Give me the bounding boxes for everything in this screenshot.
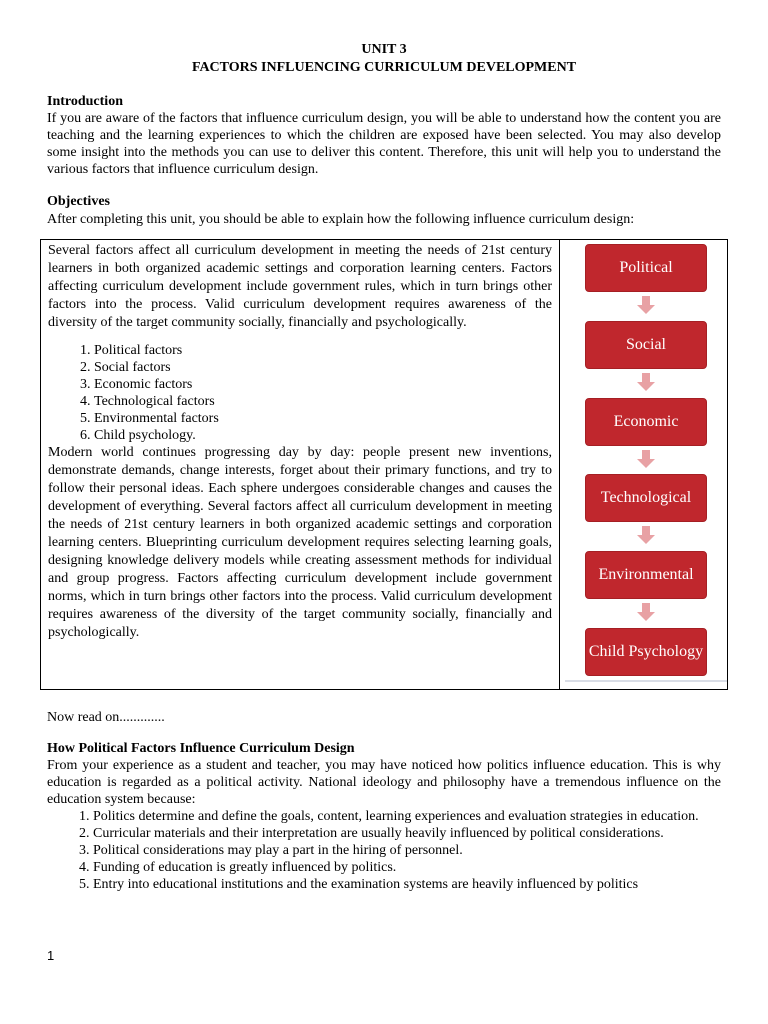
objectives-text: After completing this unit, you should be able to explain how the following influence curriculum design: [47,212,635,227]
factors-list-item: 3. Economic factors [94,376,552,393]
factors-box [40,239,728,690]
flowchart-step-economic: Economic [585,398,707,446]
introduction-text: If you are aware of the factors that influence curriculum design, you will be able to understand how the content you are teaching and the learning experiences to which the children are exposed have been selected. You may also develop some insight into the methods you can use to deliver this content. Therefore, this unit will help you to understand the various factors that influence curriculum design. [47,111,721,177]
flowchart-step-social: Social [585,321,707,369]
flowchart-step-technological: Technological [585,474,707,522]
flowchart-step-child-psychology: Child Psychology [585,628,707,676]
factors-flowchart [565,240,727,680]
factors-intro-paragraph: Several factors affect all curriculum development in meeting the needs of 21st century learners in both organized academic settings and corporation learning centers. Factors affecting curriculum development include government rules, which in turn brings other factors into the process. Valid curriculum development requires awareness of the diversity of the target community socially, financially and psychologically. [48,243,552,330]
factors-list-item: 2. Social factors [94,359,552,376]
political-list-item: 5. Entry into educational institutions and the examination systems are heavily influenced by politics [93,876,721,893]
down-arrow-icon [637,373,655,391]
down-arrow-icon [637,296,655,314]
page-title: FACTORS INFLUENCING CURRICULUM DEVELOPMENT [191,60,577,75]
down-arrow-icon [637,526,655,544]
political-list-item: 2. Curricular materials and their interpretation are usually heavily influenced by political considerations. [93,825,721,842]
unit-label: UNIT 3 [361,42,407,57]
political-list [47,808,721,893]
political-list-item: 4. Funding of education is greatly influenced by politics. [93,859,721,876]
political-list-item: 1. Politics determine and define the goals, content, learning experiences and evaluation strategies in education. [93,808,721,825]
political-list-item: 3. Political considerations may play a part in the hiring of personnel. [93,842,721,859]
now-read-on: Now read on............. [47,710,165,725]
factors-list-item: 6. Child psychology. [94,427,552,444]
factors-list-item: 5. Environmental factors [94,410,552,427]
factors-list [48,342,552,444]
page-number: 1 [47,948,55,963]
factors-list-item: 1. Political factors [94,342,552,359]
political-text: From your experience as a student and teacher, you may have noticed how politics influence education. This is why education is regarded as a political activity. National ideology and philosophy have a tremendous influence on the education system because: [47,758,721,807]
modern-world-paragraph: Modern world continues progressing day by day: people present new inventions, demonstrate demands, change interests, forget about their primary functions, and try to follow their personal ideas. Each sphere undergoes considerable changes and causes the development of everything. Several factors affect all curriculum development in meeting the needs of 21st century learners in both organized academic settings and corporation learning centers. Blueprinting curriculum development requires selecting learning goals, designing knowledge delivery models while creating assessment methods for individual and group progress. Factors affecting curriculum development include government norms, which in turn brings other factors into the process. Valid curriculum development requires awareness of the diversity of the target community socially, financially and psychologically. [48,445,552,640]
factors-box-text [48,242,552,642]
box-divider [559,240,560,689]
political-heading: How Political Factors Influence Curriculum Design [47,741,355,756]
introduction-heading: Introduction [47,94,123,109]
flowchart-step-political: Political [585,244,707,292]
factors-list-item: 4. Technological factors [94,393,552,410]
down-arrow-icon [637,603,655,621]
flowchart-step-environmental: Environmental [585,551,707,599]
objectives-heading: Objectives [47,194,110,209]
down-arrow-icon [637,450,655,468]
